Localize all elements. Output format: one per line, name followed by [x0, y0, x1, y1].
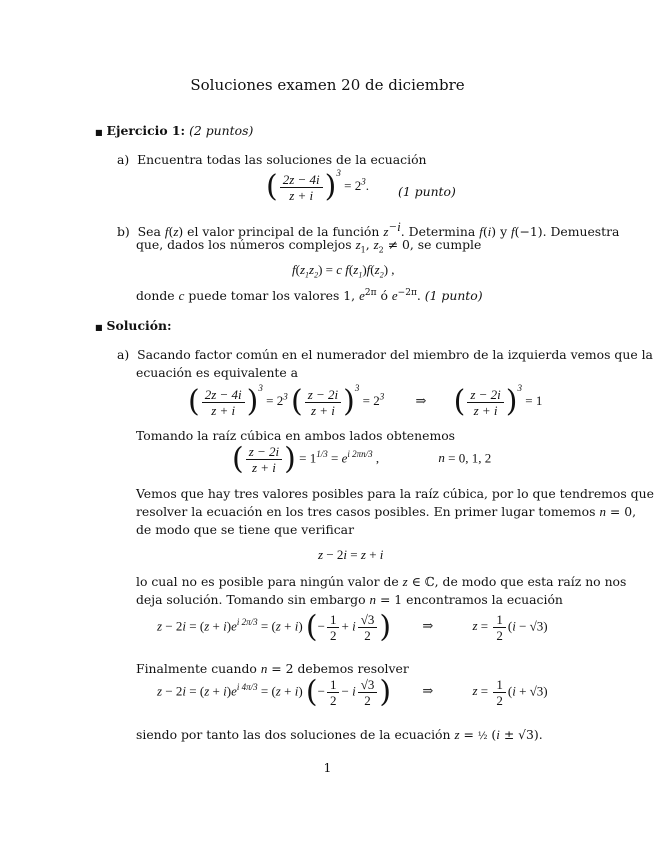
ejercicio-heading: [95, 123, 253, 138]
ejercicio-b-line2: que, dados los números complejos $z_1$, $z_2 \ne 0$, se cumple: [136, 237, 482, 255]
solucion-p4: Vemos que hay tres valores posibles para la raíz cúbica, por lo que tendremos que: [136, 486, 654, 501]
equation-cube-root: ( $\frac{z - 2i}{z + i}$ ) = $1^{1/3} = e^{i 2\pi n/3}$ , n = 0, 1, 2: [232, 441, 492, 477]
solucion-p6: de modo que se tiene que verificar: [136, 522, 354, 537]
solucion-p10: siendo por tanto las dos soluciones de la ecuación z = ½ (i ± √3).: [136, 727, 543, 742]
ejercicio-b-line1: b) Sea f(z) el valor principal de la función $z^{-i}$. Determina f(i) y f(−1). Demuestra: [117, 219, 620, 240]
equation-a: ( $\frac{2z - 4i}{z + i}$ )$^3 = 2^3$.: [266, 168, 369, 205]
solucion-heading: [95, 318, 172, 333]
ejercicio-a-text: a) Encuentra todas las soluciones de la ecuación: [117, 152, 427, 167]
solucion-p8: deja solución. Tomando sin embargo n = 1 encontramos la ecuación: [136, 592, 563, 607]
page-title: Soluciones examen 20 de diciembre: [190, 76, 465, 94]
solucion-p7: lo cual no es posible para ningún valor de z ∈ ℂ, de modo que esta raíz no nos: [136, 574, 627, 589]
ejercicio-a-points: (1 punto): [398, 184, 456, 199]
page-number: 1: [323, 760, 332, 775]
equation-equivalent: ( $\frac{2z - 4i}{z + i}$ )$^3 = 2^3$ ( $\frac{z - 2i}{z + i}$ )$^3 = 2^3$ ⇒ ( $\frac{z - 2i}{z + i}$ )$^3$ = 1: [188, 383, 543, 420]
solucion-label: Solución:: [106, 318, 172, 333]
solucion-p5: resolver la ecuación en los tres casos posibles. En primer lugar tomemos n = 0,: [136, 504, 637, 519]
equation-n0: z − 2i = z + i: [318, 547, 384, 562]
equation-n2: $z - 2i = (z + i)e^{i 4\pi/3} = (z + i)$ (− $\frac{1}{2}$ − i $\frac{√3}{2}$ ) ⇒ z = $\frac{1}{2}$ (i + √3): [157, 674, 548, 710]
solucion-p9: Finalmente cuando n = 2 debemos resolver: [136, 661, 409, 676]
ejercicio-points: (2 puntos): [189, 123, 254, 138]
bullet-icon: ■: [95, 128, 103, 137]
ejercicio-label: Ejercicio 1:: [106, 123, 186, 138]
equation-n1: $z - 2i = (z + i)e^{i 2\pi/3} = (z + i)$ (− $\frac{1}{2}$ + i $\frac{√3}{2}$ ) ⇒ z = $\frac{1}{2}$ (i − √3): [157, 609, 548, 645]
ejercicio-b-line3: donde c puede tomar los valores 1, $e^{2\pi}$ ó $e^{-2\pi}$. (1 punto): [136, 288, 483, 304]
solucion-p2: ecuación es equivalente a: [136, 365, 299, 380]
solucion-p3: Tomando la raíz cúbica en ambos lados obtenemos: [136, 428, 456, 443]
solucion-p1: a) Sacando factor común en el numerador del miembro de la izquierda vemos que la: [117, 347, 653, 362]
bullet-icon: ■: [95, 323, 103, 332]
equation-b: $f(z_1z_2) = c$ $f(z_1)f(z_2)$ ,: [292, 262, 395, 280]
